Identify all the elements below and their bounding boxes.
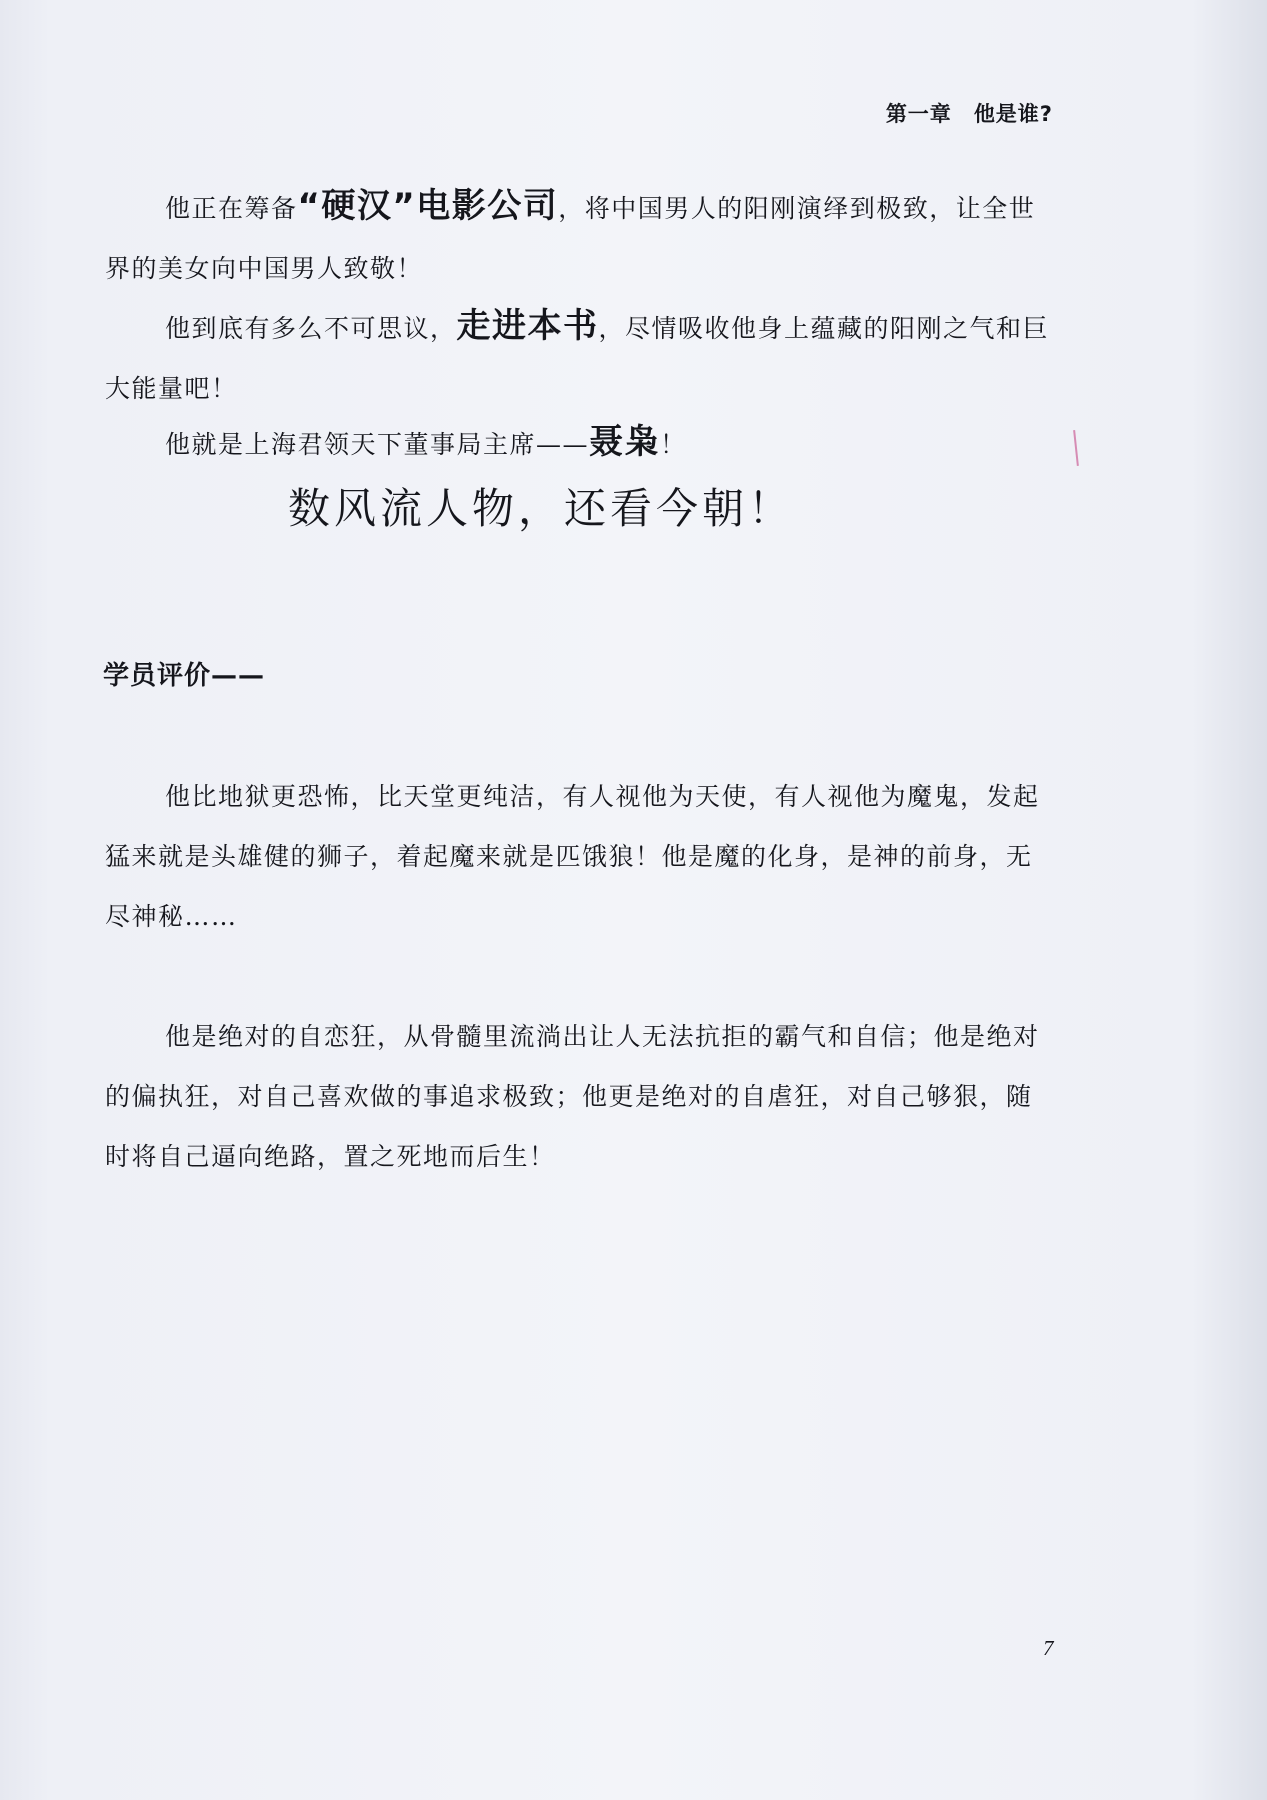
intro-paragraph-1 (105, 176, 1055, 299)
review-text: 他是绝对的自恋狂，从骨髓里流淌出让人无法抗拒的霸气和自信；他是绝对的偏执狂，对自己喜欢做的事追求极致；他更是绝对的自虐狂，对自己够狠，随时将自己逼向绝路，置之死地而后生！ (105, 1022, 1040, 1171)
emphasis-text: “硬汉”电影公司 (297, 186, 559, 226)
review-paragraph-1 (105, 767, 1055, 947)
paragraph-text: ！ (660, 430, 687, 459)
chapter-number: 第一章 (885, 102, 952, 126)
review-paragraph-2 (105, 1007, 1055, 1187)
paragraph-text: 他正在筹备 (165, 194, 298, 223)
review-text: 他比地狱更恐怖，比天堂更纯洁，有人视他为天使，有人视他为魔鬼，发起猛来就是头雄健的狮子，着起魔来就是匹饿狼！他是魔的化身，是神的前身，无尽神秘…… (105, 782, 1040, 931)
paragraph-text: ，尽情吸收他身上蕴藏的阳刚之气和巨大能量吧！ (105, 314, 1050, 403)
intro-paragraph-3 (105, 412, 1055, 475)
paragraph-text: 他就是上海君领天下董事局主席—— (165, 430, 590, 459)
section-title: 学员评价—— (103, 661, 266, 691)
pen-mark (1073, 430, 1079, 466)
page-number: 7 (1043, 1636, 1054, 1660)
emphasis-text: 走进本书 (456, 306, 599, 346)
intro-paragraph-2 (105, 296, 1055, 419)
slogan: 数风流人物，还看今朝！ (288, 484, 795, 533)
running-header (886, 98, 1053, 128)
paragraph-text: ，将中国男人的阳刚演绎到极致，让全世界的美女向中国男人致敬！ (105, 194, 1036, 283)
paragraph-text: 他到底有多么不可思议， (165, 314, 457, 343)
emphasis-text: 聂枭 (589, 422, 661, 462)
chapter-title: 他是谁? (973, 102, 1053, 126)
